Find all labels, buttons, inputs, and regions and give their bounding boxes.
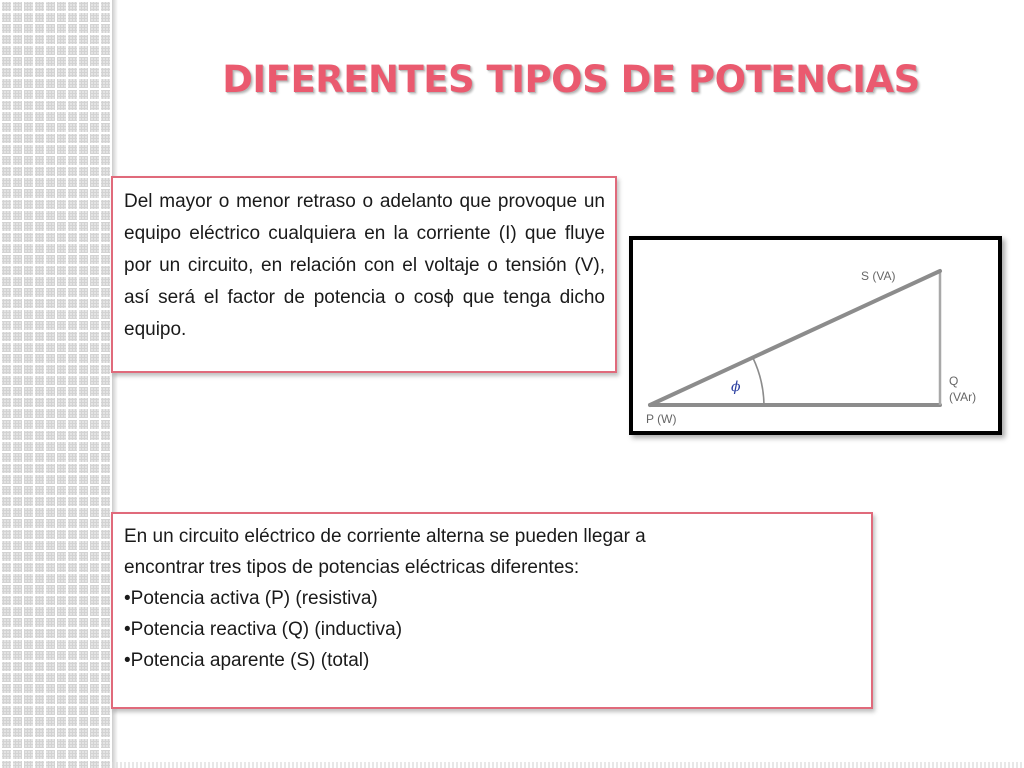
power-types-intro-line-1: En un circuito eléctrico de corriente alterna se pueden llegar a (124, 526, 646, 547)
intro-paragraph: Del mayor o menor retraso o adelanto que provoque un equipo eléctrico cualquiera en la corriente (I) que fluye por un circuito, en relación con el voltaje o tensión (V), así será el factor de potencia o cosϕ que tenga dicho equipo. (124, 191, 605, 340)
intro-text-box (111, 176, 617, 373)
power-triangle-diagram (629, 236, 1002, 435)
power-types-intro-line-2: encontrar tres tipos de potencias eléctricas diferentes: (124, 557, 580, 578)
reactive-power-label-unit: (VAr) (949, 390, 977, 404)
power-triangle-svg (633, 240, 998, 431)
decorative-bottom-strip (112, 762, 1024, 768)
slide-title: DIFERENTES TIPOS DE POTENCIAS (222, 58, 920, 101)
phase-angle-arc (753, 358, 764, 405)
power-types-box (111, 512, 873, 709)
reactive-power-label-q: Q (949, 374, 959, 388)
active-power-label: P (W) (646, 412, 677, 426)
list-item-apparent-power: •Potencia aparente (S) (total) (124, 650, 370, 671)
apparent-power-line (650, 271, 940, 405)
list-item-reactive-power: •Potencia reactiva (Q) (inductiva) (124, 619, 403, 640)
phase-angle-symbol: ϕ (731, 379, 741, 395)
list-item-active-power: •Potencia activa (P) (resistiva) (124, 588, 378, 609)
apparent-power-label: S (VA) (861, 269, 896, 283)
decorative-side-pattern (0, 0, 112, 768)
